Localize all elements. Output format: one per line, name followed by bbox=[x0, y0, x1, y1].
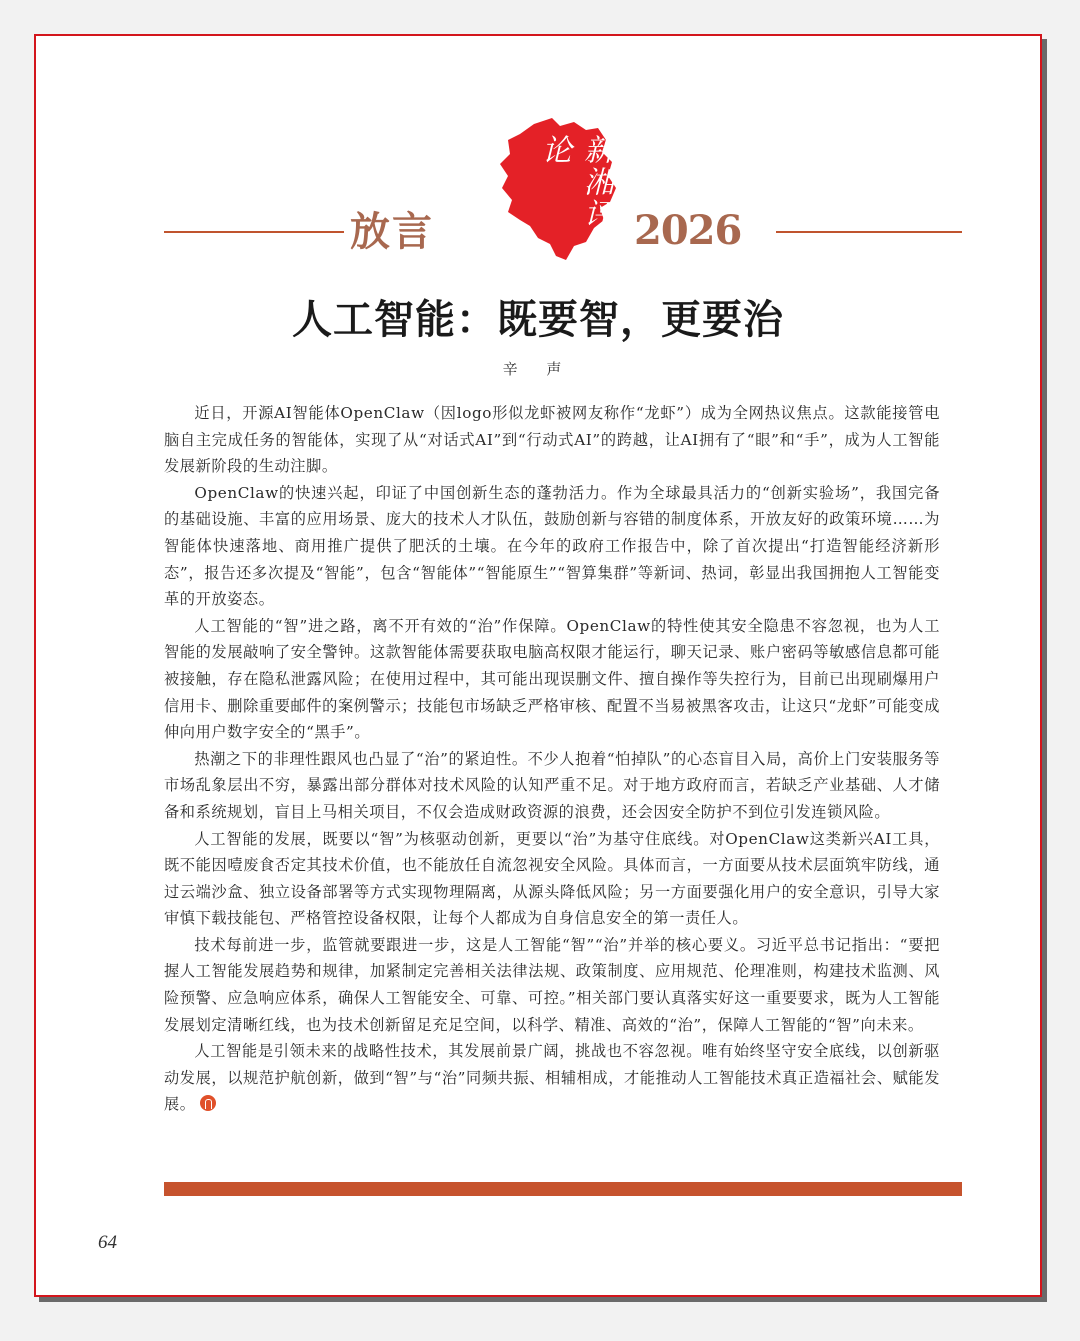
section-name: 放言 bbox=[350, 209, 434, 255]
article-paragraph: OpenClaw的快速兴起，印证了中国创新生态的蓬勃活力。作为全球最具活力的“创新实验场”，我国完备的基础设施、丰富的应用场景、庞大的技术人才队伍，鼓励创新与容错的制度体系，开放友好的政策环境……为智能体快速落地、商用推广提供了肥沃的土壤。在今年的政府工作报告中，除了首次提出“打造智能经济新形态”，报告还多次提及“智能”，包含“智能体”“智能原生”“智算集群”等新词、热词，彰显出我国拥抱人工智能变革的开放姿态。 bbox=[164, 483, 940, 609]
logo-calligraphy-text: 新湘评论 bbox=[536, 134, 613, 230]
page-number: 64 bbox=[98, 1232, 117, 1253]
article-body bbox=[164, 400, 940, 1118]
issue-year: 2026 bbox=[634, 207, 742, 254]
masthead-rule-right bbox=[776, 231, 962, 233]
article-paragraph: 人工智能的“智”进之路，离不开有效的“治”作保障。OpenClaw的特性使其安全隐患不容忽视，也为人工智能的发展敲响了安全警钟。这款智能体需要获取电脑高权限才能运行，聊天记录、账户密码等敏感信息都可能被接触，存在隐私泄露风险；在使用过程中，其可能出现误删文件、擅自操作等失控行为，目前已出现刷爆用户信用卡、删除重要邮件的案例警示；技能包市场缺乏严格审核、配置不当易被黑客攻击，让这只“龙虾”可能变成伸向用户数字安全的“黑手”。 bbox=[164, 616, 940, 742]
article-paragraph-text: 人工智能是引领未来的战略性技术，其发展前景广阔，挑战也不容忽视。唯有始终坚守安全底线，以创新驱动发展，以规范护航创新，做到“智”与“治”同频共振、相辅相成，才能推动人工智能技术真正造福社会、赋能发展。 bbox=[164, 1042, 940, 1114]
magazine-page bbox=[34, 34, 1042, 1297]
masthead-rule-left bbox=[164, 231, 344, 233]
xinxiang-review-logo bbox=[494, 116, 624, 266]
article-paragraph: 技术每前进一步，监管就要跟进一步，这是人工智能“智”“治”并举的核心要义。习近平总书记指出：“要把握人工智能发展趋势和规律，加紧制定完善相关法律法规、政策制度、应用规范、伦理准则，构建技术监测、风险预警、应急响应体系，确保人工智能安全、可靠、可控。”相关部门要认真落实好这一重要要求，既为人工智能发展划定清晰红线，也为技术创新留足充足空间，以科学、精准、高效的“治”，保障人工智能的“智”向未来。 bbox=[164, 935, 940, 1034]
article-title: 人工智能：既要智，更要治 bbox=[292, 296, 784, 343]
magazine-end-mark-icon bbox=[200, 1095, 216, 1111]
article-author: 辛 声 bbox=[502, 360, 574, 378]
article-paragraph-last bbox=[164, 1038, 940, 1118]
article-paragraph: 近日，开源AI智能体OpenClaw（因logo形似龙虾被网友称作“龙虾”）成为全网热议焦点。这款能接管电脑自主完成任务的智能体，实现了从“对话式AI”到“行动式AI”的跨越，让AI拥有了“眼”和“手”，成为人工智能发展新阶段的生动注脚。 bbox=[164, 404, 940, 476]
article-paragraph: 人工智能的发展，既要以“智”为核驱动创新，更要以“治”为基守住底线。对OpenClaw这类新兴AI工具，既不能因噎废食否定其技术价值，也不能放任自流忽视安全风险。具体而言，一方面要从技术层面筑牢防线，通过云端沙盒、独立设备部署等方式实现物理隔离，从源头降低风险；另一方面要强化用户的安全意识，引导大家审慎下载技能包、严格管控设备权限，让每个人都成为自身信息安全的第一责任人。 bbox=[164, 829, 940, 928]
article-paragraph: 热潮之下的非理性跟风也凸显了“治”的紧迫性。不少人抱着“怕掉队”的心态盲目入局，高价上门安装服务等市场乱象层出不穷，暴露出部分群体对技术风险的认知严重不足。对于地方政府而言，若缺乏产业基础、人才储备和系统规划，盲目上马相关项目，不仅会造成财政资源的浪费，还会因安全防护不到位引发连锁风险。 bbox=[164, 749, 940, 821]
bottom-decorative-bar bbox=[164, 1182, 962, 1196]
column-masthead bbox=[164, 116, 962, 266]
